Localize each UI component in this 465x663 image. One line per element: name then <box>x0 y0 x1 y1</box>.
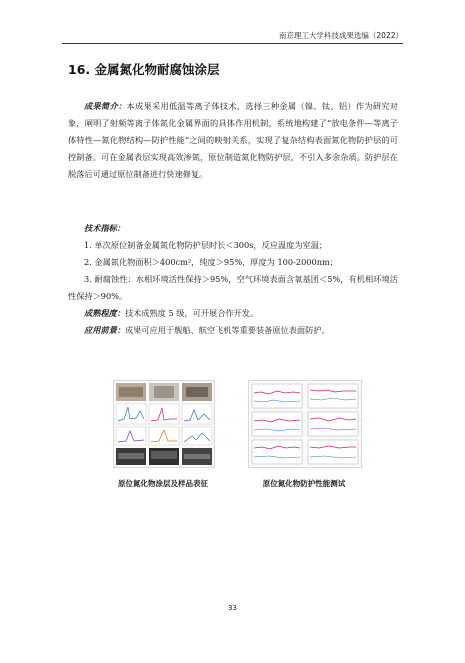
intro-block <box>68 98 398 183</box>
header-rule <box>62 43 403 44</box>
maturity-text: 技术成熟度 5 级，可开展合作开发。 <box>124 308 259 318</box>
page-number: 33 <box>228 604 237 612</box>
prospect-label: 应用前景： <box>84 325 125 335</box>
figure-caption-1: 原位氮化物涂层及样品表征 <box>118 479 208 488</box>
prospect-line <box>68 322 398 339</box>
specs-heading <box>68 220 398 237</box>
figure-performance-tests <box>248 380 362 468</box>
prospect-text: 成果可应用于舰船、航空飞机等重要装备原位表面防护。 <box>124 325 330 335</box>
maturity-line <box>68 305 398 322</box>
intro-paragraph <box>68 98 398 183</box>
maturity-label: 成熟程度： <box>84 308 125 318</box>
figure-sample-characterization-image <box>114 381 214 467</box>
spec-item: 1. 单次原位制备金属氮化物防护层时长＜300s，反应温度为室温； <box>84 240 328 250</box>
figure-caption-2: 原位氮化物防护性能测试 <box>262 479 346 488</box>
section-title: 16. 金属氮化物耐腐蚀涂层 <box>68 62 220 77</box>
specs-block <box>68 220 398 339</box>
spec-item: 2. 金属氮化物面积＞400cm²，纯度＞95%，厚度为 100-2000nm； <box>84 257 338 267</box>
intro-text: 本成果采用低温等离子体技术，选择三种金属（镍、钛、铝）作为研究对象，阐明了射频等离子体氮化金属界面的具体作用机制，系统地构建了“放电条件—等离子体特性—氮化物结构—防护性能”之间的映射关系，实现了复杂结构表面氮化物防护层的可控制备。可在金属表层实现高效渗氮，原位制造氮化物防护层，不引入多余杂质。防护层在脱落后可通过原位制备进行快速修复。 <box>68 101 398 179</box>
running-header: 南京理工大学科技成果选编（2022） <box>278 31 403 40</box>
figure-sample-characterization <box>113 380 215 468</box>
intro-label: 成果简介： <box>84 101 127 111</box>
specs-label: 技术指标： <box>84 223 125 233</box>
figure-performance-tests-image <box>249 381 361 467</box>
spec-item: 3. 耐腐蚀性：水相环境活性保持＞95%，空气环境表面含氧基团＜5%，有机相环境活性保持＞90%。 <box>68 274 398 301</box>
